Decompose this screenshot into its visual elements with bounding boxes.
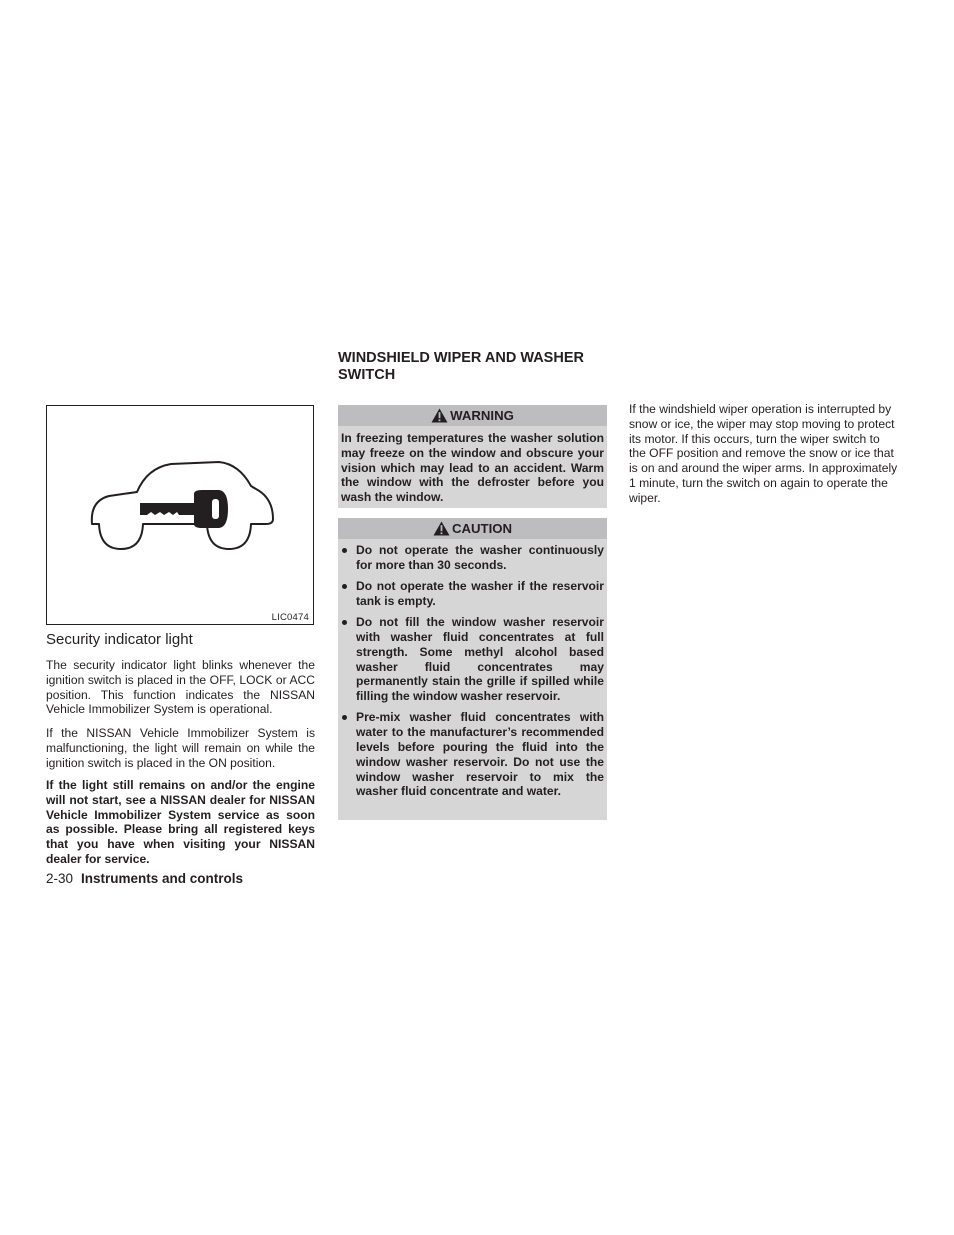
car-outline-icon [47,406,315,626]
bullet-icon [342,620,347,625]
warning-text: In freezing temperatures the washer solution may freeze on the window and obscure your vision which may lead to an accident. Warm the window with the defroster before you wash the window. [341,431,604,505]
warning-triangle-icon [431,408,448,423]
wiper-interruption-paragraph: If the windshield wiper operation is interrupted by snow or ice, the wiper may stop moving to protect its motor. If this occurs, turn the wiper switch to the OFF position and remove the snow or ice that is on and around the wiper arms. In approximately 1 minute, turn the switch on again to operate the wiper. [629,402,898,505]
section-title: Instruments and controls [81,871,244,886]
security-light-paragraph-2: If the NISSAN Vehicle Immobilizer System is malfunctioning, the light will remain on while the ignition switch is placed in the ON position. [46,726,315,770]
caution-list [338,539,607,799]
caution-header [338,518,607,539]
security-light-paragraph-3: If the light still remains on and/or the engine will not start, see a NISSAN dealer for NISSAN Vehicle Immobilizer System service as soon as possible. Please bring all registered keys that you have when visiting your NISSAN dealer for service. [46,778,315,866]
figure-code: LIC0474 [271,612,309,623]
figure-caption: Security indicator light [46,631,193,648]
warning-header [338,405,607,426]
warning-box [338,405,607,508]
security-light-paragraph-1: The security indicator light blinks whenever the ignition switch is placed in the OFF, LOCK or ACC position. This function indicates the NISSAN Vehicle Immobilizer System is operational. [46,658,315,717]
caution-item: Do not fill the window washer reservoir with washer fluid concentrates at full strength. Some methyl alcohol based washer fluid concentrates may permanently stain the grille if spilled while filling the window washer reservoir. [341,615,604,704]
caution-box [338,518,607,820]
page-number: 2-30 [46,871,74,886]
caution-item: Do not operate the washer continuously for more than 30 seconds. [341,543,604,573]
section-heading: WINDSHIELD WIPER AND WASHER SWITCH [338,350,584,383]
security-indicator-figure [46,405,314,625]
bullet-icon [342,584,347,589]
caution-label: CAUTION [451,521,513,536]
warning-label: WARNING [450,408,514,423]
bullet-icon [342,548,347,553]
page-footer [46,871,243,886]
warning-triangle-icon [433,521,450,536]
bullet-icon [342,715,347,720]
caution-item: Do not operate the washer if the reservoir tank is empty. [341,579,604,609]
caution-item: Pre-mix washer fluid concentrates with water to the manufacturer’s recommended levels before pouring the fluid into the window washer reservoir. Do not use the window washer reservoir to mix the washer fluid concentrate and water. [341,710,604,799]
